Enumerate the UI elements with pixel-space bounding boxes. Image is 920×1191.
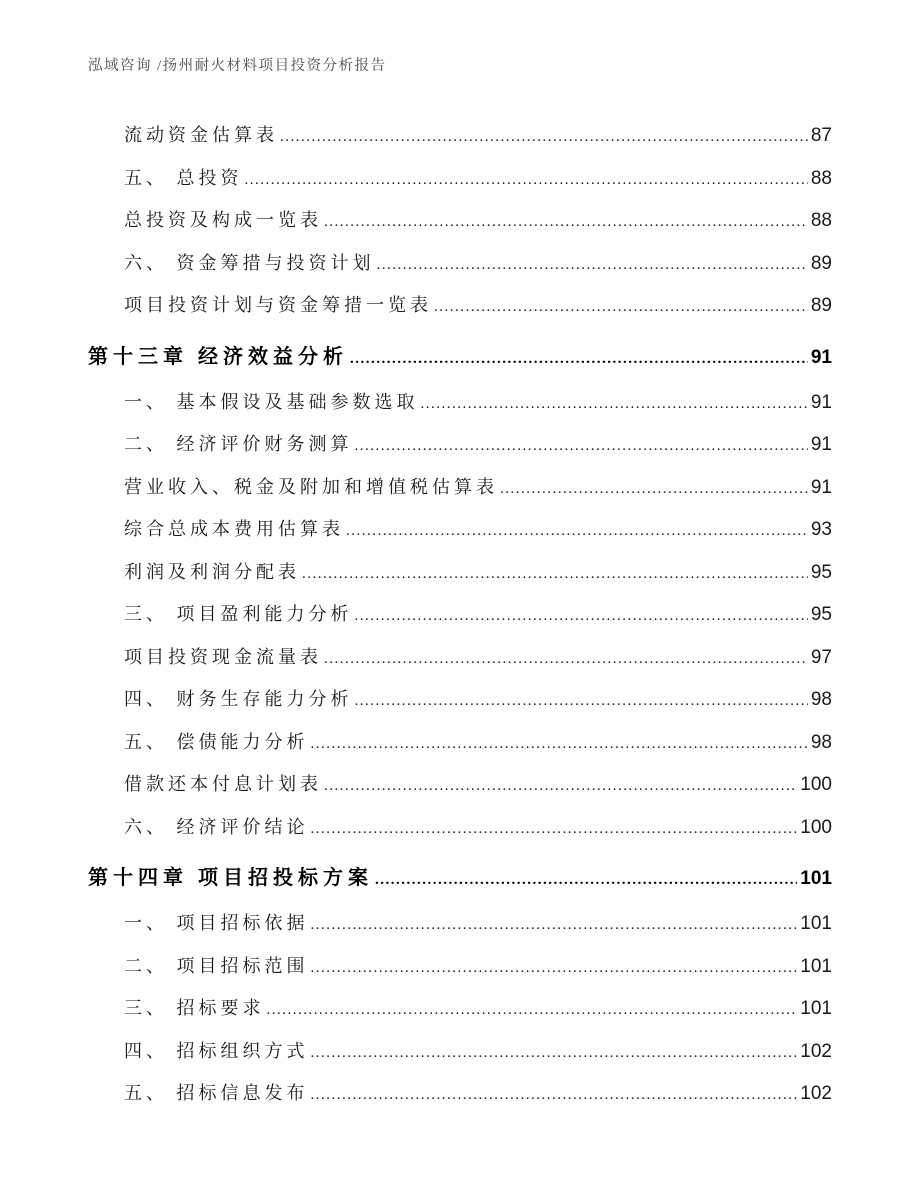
document-header: 泓域咨询 /扬州耐火材料项目投资分析报告 [88, 58, 387, 74]
toc-entry-item[interactable] [88, 1072, 832, 1115]
toc-entry-label: 借款还本付息计划表 [124, 774, 322, 794]
toc-leader-dots [421, 383, 808, 426]
toc-page-number: 102 [800, 1040, 832, 1062]
toc-entry-label: 总投资及构成一览表 [124, 210, 322, 230]
toc-page-number: 88 [810, 167, 832, 189]
toc-entry-item[interactable] [88, 242, 832, 285]
toc-leader-dots [311, 723, 808, 766]
toc-page-number: 88 [810, 210, 832, 231]
toc-entry-label: 第十三章 经济效益分析 [88, 345, 348, 368]
toc-leader-dots [350, 335, 808, 383]
toc-entry-label: 一、 项目招标依据 [124, 913, 309, 933]
toc-page-number: 89 [810, 252, 832, 274]
toc-entry-item[interactable] [88, 284, 832, 327]
table-of-contents [88, 114, 832, 1115]
toc-entry-item[interactable] [88, 551, 832, 594]
toc-entry-label: 五、 总投资 [124, 167, 243, 188]
toc-page-number: 101 [800, 913, 832, 934]
toc-leader-dots [245, 159, 808, 202]
toc-entry-item[interactable] [88, 902, 832, 945]
toc-entry-label: 营业收入、税金及附加和增值税估算表 [124, 476, 498, 497]
toc-leader-dots [311, 1032, 798, 1075]
toc-entry-label: 三、 招标要求 [124, 998, 265, 1018]
toc-entry-item[interactable] [88, 157, 832, 200]
toc-entry-label: 四、 招标组织方式 [124, 1040, 309, 1061]
toc-leader-dots [355, 595, 808, 638]
toc-page-number: 89 [810, 295, 832, 316]
toc-page-number: 93 [810, 519, 832, 540]
toc-entry-item[interactable] [88, 806, 832, 849]
toc-entry-chapter[interactable] [88, 333, 832, 381]
toc-entry-item[interactable] [88, 945, 832, 988]
toc-entry-item[interactable] [88, 721, 832, 764]
toc-entry-label: 一、 基本假设及基础参数选取 [124, 391, 419, 412]
toc-leader-dots [311, 1074, 798, 1117]
toc-leader-dots [302, 553, 808, 596]
toc-entry-label: 五、 偿债能力分析 [124, 731, 309, 752]
toc-page-number: 95 [810, 561, 832, 583]
toc-entry-item[interactable] [88, 423, 832, 466]
toc-page-number: 97 [810, 646, 832, 668]
toc-page-number: 98 [810, 731, 832, 753]
toc-page-number: 91 [810, 476, 832, 498]
toc-entry-item[interactable] [88, 636, 832, 679]
toc-page-number: 91 [810, 391, 832, 413]
toc-entry-label: 项目投资现金流量表 [124, 646, 322, 667]
toc-entry-item[interactable] [88, 381, 832, 424]
toc-leader-dots [280, 116, 808, 159]
toc-entry-label: 二、 项目招标范围 [124, 955, 309, 976]
toc-leader-dots [377, 244, 808, 287]
toc-page-number: 98 [810, 689, 832, 710]
toc-entry-label: 二、 经济评价财务测算 [124, 434, 353, 454]
toc-entry-label: 四、 财务生存能力分析 [124, 689, 353, 709]
toc-entry-label: 五、 招标信息发布 [124, 1083, 309, 1103]
toc-leader-dots [311, 947, 798, 990]
toc-entry-item[interactable] [88, 508, 832, 551]
toc-page-number: 91 [810, 434, 832, 455]
toc-page-number: 101 [800, 998, 832, 1019]
toc-leader-dots [311, 808, 798, 851]
toc-leader-dots [324, 638, 808, 681]
toc-entry-item[interactable] [88, 593, 832, 636]
toc-entry-label: 项目投资计划与资金筹措一览表 [124, 295, 432, 315]
toc-page-number: 87 [810, 125, 832, 146]
toc-page-number: 101 [800, 955, 832, 977]
toc-entry-chapter[interactable] [88, 854, 832, 902]
toc-leader-dots [355, 425, 808, 468]
toc-page-number: 91 [810, 346, 832, 368]
toc-page-number: 102 [800, 1083, 832, 1104]
toc-leader-dots [346, 510, 808, 553]
toc-page-number: 95 [810, 604, 832, 625]
toc-entry-label: 利润及利润分配表 [124, 561, 300, 582]
toc-page-number: 101 [800, 868, 832, 889]
toc-leader-dots [355, 680, 808, 723]
toc-entry-item[interactable] [88, 466, 832, 509]
toc-entry-label: 流动资金估算表 [124, 125, 278, 145]
toc-entry-item[interactable] [88, 987, 832, 1030]
toc-leader-dots [500, 468, 808, 511]
toc-entry-label: 三、 项目盈利能力分析 [124, 604, 353, 624]
toc-entry-item[interactable] [88, 763, 832, 806]
toc-entry-item[interactable] [88, 114, 832, 157]
toc-page-number: 100 [800, 774, 832, 795]
toc-entry-label: 六、 资金筹措与投资计划 [124, 252, 375, 273]
toc-leader-dots [434, 286, 808, 329]
toc-leader-dots [267, 989, 798, 1032]
toc-entry-label: 综合总成本费用估算表 [124, 519, 344, 539]
toc-leader-dots [311, 904, 798, 947]
toc-leader-dots [324, 201, 808, 244]
toc-leader-dots [375, 856, 797, 904]
toc-page-number: 100 [800, 816, 832, 838]
toc-entry-item[interactable] [88, 199, 832, 242]
toc-entry-label: 六、 经济评价结论 [124, 816, 309, 837]
toc-leader-dots [324, 765, 797, 808]
toc-entry-item[interactable] [88, 678, 832, 721]
toc-entry-label: 第十四章 项目招投标方案 [88, 867, 373, 889]
toc-entry-item[interactable] [88, 1030, 832, 1073]
